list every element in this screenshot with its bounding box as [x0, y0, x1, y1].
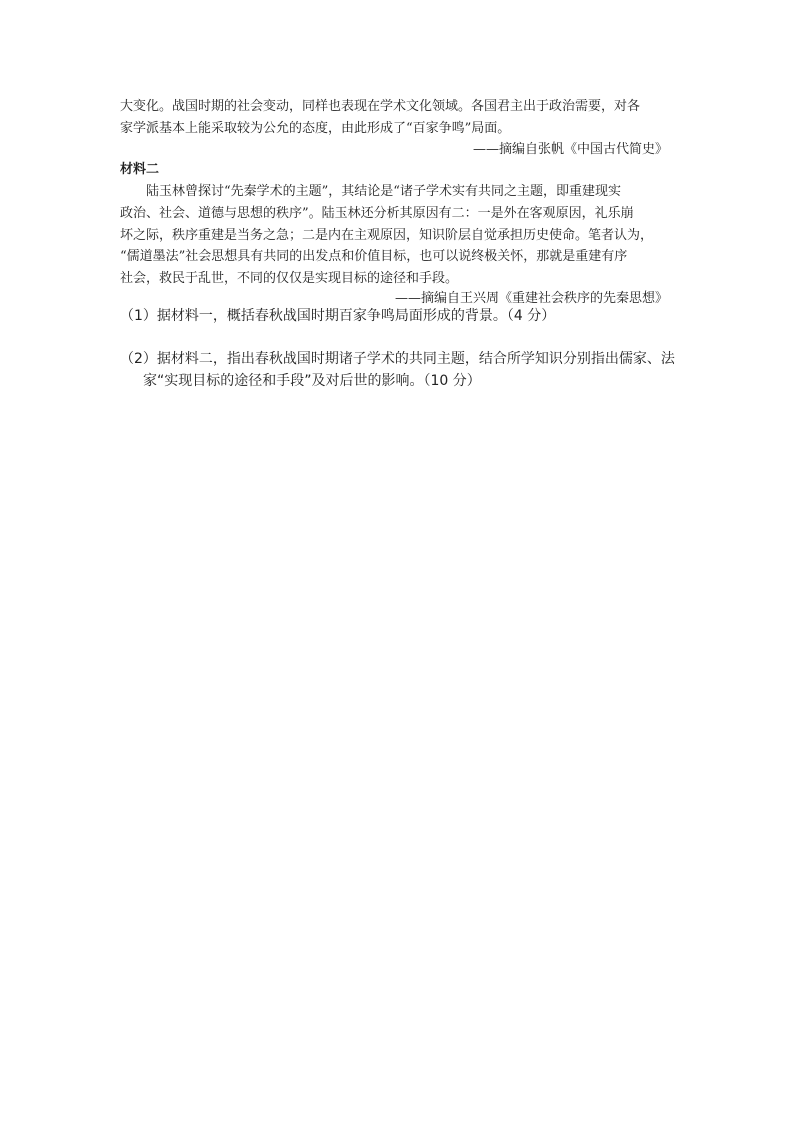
material2-source: ——摘编自王兴周《重建社会秩序的先秦思想》	[394, 291, 668, 306]
material2-line-5: 社会，救民于乱世，不同的仅仅是实现目标的途径和手段。	[120, 271, 459, 286]
material2-line-1: 陆玉林曾探讨“先秦学术的主题”，其结论是“诸子学术实有共同之主题，即重建现实	[146, 184, 621, 199]
material2-line-2: 政治、社会、道德与思想的秩序”。陆玉林还分析其原因有二：一是外在客观原因，礼乐崩	[120, 206, 634, 221]
material1-line-2: 家学派基本上能采取较为公允的态度，由此形成了“百家争鸣”局面。	[120, 121, 511, 136]
material1-line-1: 大变化。战国时期的社会变动，同样也表现在学术文化领域。各国君主出于政治需要，对各	[120, 99, 641, 114]
question-1: （1）据材料一，概括春秋战国时期百家争鸣局面形成的背景。（4 分）	[120, 308, 556, 324]
question-2-line-1: （2）据材料二，指出春秋战国时期诸子学术的共同主题，结合所学知识分别指出儒家、法	[120, 351, 675, 367]
material2-line-4: “儒道墨法”社会思想具有共同的出发点和价值目标，也可以说终极关怀，那就是重建有序	[120, 249, 628, 264]
material1-source: ——摘编自张帆《中国古代简史》	[472, 142, 668, 157]
question-2-line-2: 家“实现目标的途径和手段”及对后世的影响。（10 分）	[143, 373, 481, 389]
material2-line-3: 坏之际，秩序重建是当务之急；二是内在主观原因，知识阶层自觉承担历史使命。笔者认为，	[120, 228, 654, 243]
material2-heading: 材料二	[120, 162, 160, 177]
